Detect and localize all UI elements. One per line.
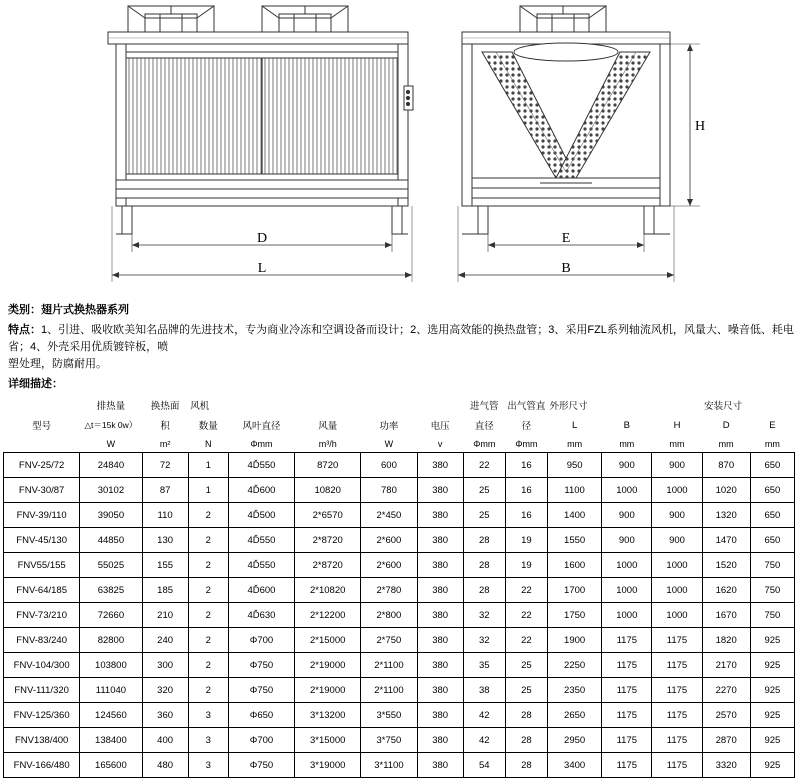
cell-voltage: 380	[417, 528, 463, 553]
cell-model: FNV-73/210	[4, 603, 80, 628]
cell-power: 2*780	[361, 578, 417, 603]
cell-surface: 110	[142, 503, 188, 528]
cell-model: FNV-111/320	[4, 678, 80, 703]
cell-model: FNV-39/110	[4, 503, 80, 528]
unit-dim-b: mm	[619, 438, 635, 449]
cell-surface: 360	[142, 703, 188, 728]
cell-model: FNV-25/72	[4, 453, 80, 478]
cell-inst-E: 650	[750, 453, 794, 478]
header-dim-l: L	[571, 419, 578, 431]
unit-model	[4, 435, 80, 453]
cell-heat: 82800	[80, 628, 142, 653]
cell-power: 2*600	[361, 553, 417, 578]
cell-heat: 39050	[80, 503, 142, 528]
cell-outlet-dia: 28	[505, 703, 547, 728]
cell-dim-B: 1175	[602, 753, 652, 778]
cell-power: 2*1100	[361, 678, 417, 703]
table-row	[4, 628, 795, 653]
table-row	[4, 453, 795, 478]
cell-inlet-dia: 32	[463, 603, 505, 628]
cell-inlet-dia: 54	[463, 753, 505, 778]
cell-dim-L: 1750	[548, 603, 602, 628]
cell-inlet-dia: 38	[463, 678, 505, 703]
table-row	[4, 528, 795, 553]
table-row	[4, 653, 795, 678]
header-group-heat: 排热量	[96, 401, 126, 412]
cell-dim-H: 1175	[652, 753, 702, 778]
header-inst-d: D	[722, 419, 730, 431]
header-power: 功率	[379, 421, 399, 432]
cell-inst-D: 1670	[702, 603, 750, 628]
cell-air-volume: 10820	[295, 478, 361, 503]
cell-outlet-dia: 19	[505, 528, 547, 553]
cell-fan-count: 2	[188, 678, 228, 703]
cell-air-volume: 2*6570	[295, 503, 361, 528]
header-voltage: 电压	[430, 421, 450, 432]
cell-air-volume: 2*8720	[295, 553, 361, 578]
cell-dim-H: 1175	[652, 628, 702, 653]
cell-air-volume: 2*19000	[295, 678, 361, 703]
table-row	[4, 553, 795, 578]
unit-fan-count: N	[205, 438, 212, 449]
category-value: 翅片式换热器系列	[41, 304, 129, 316]
header-blank-power	[361, 395, 417, 415]
cell-inlet-dia: 42	[463, 703, 505, 728]
cell-dim-L: 1100	[548, 478, 602, 503]
side-section-view	[458, 6, 700, 282]
cell-inlet-dia: 25	[463, 478, 505, 503]
cell-blade-dia: 4Ď600	[228, 578, 294, 603]
features-label: 特点：	[8, 324, 41, 336]
cell-dim-H: 1175	[652, 678, 702, 703]
cell-fan-count: 2	[188, 528, 228, 553]
fan-hood-left	[128, 6, 214, 32]
cell-heat: 165600	[80, 753, 142, 778]
cell-inlet-dia: 25	[463, 503, 505, 528]
cell-dim-L: 3400	[548, 753, 602, 778]
cell-outlet-dia: 22	[505, 628, 547, 653]
cell-dim-H: 1000	[652, 553, 702, 578]
cell-heat: 111040	[80, 678, 142, 703]
unit-dim-l: mm	[567, 438, 583, 449]
category-label: 类别：	[8, 304, 41, 316]
cell-dim-H: 1175	[652, 728, 702, 753]
cell-heat: 44850	[80, 528, 142, 553]
cell-inst-E: 650	[750, 528, 794, 553]
cell-voltage: 380	[417, 653, 463, 678]
cell-power: 2*450	[361, 503, 417, 528]
cell-inst-D: 870	[702, 453, 750, 478]
cell-power: 2*600	[361, 528, 417, 553]
header-blank-blade	[228, 395, 294, 415]
cell-outlet-dia: 28	[505, 753, 547, 778]
cell-dim-B: 1175	[602, 653, 652, 678]
cell-power: 2*800	[361, 603, 417, 628]
cell-surface: 130	[142, 528, 188, 553]
cell-blade-dia: 4Ď550	[228, 453, 294, 478]
cell-dim-H: 1000	[652, 578, 702, 603]
dim-label-H: H	[694, 119, 706, 134]
cell-voltage: 380	[417, 678, 463, 703]
cell-surface: 210	[142, 603, 188, 628]
table-row	[4, 603, 795, 628]
table-row	[4, 478, 795, 503]
cell-dim-B: 900	[602, 503, 652, 528]
cell-inst-E: 750	[750, 603, 794, 628]
cell-air-volume: 2*8720	[295, 528, 361, 553]
cell-inst-D: 1320	[702, 503, 750, 528]
cell-power: 780	[361, 478, 417, 503]
cell-dim-H: 1000	[652, 478, 702, 503]
cell-inst-E: 750	[750, 553, 794, 578]
unit-inst-d: mm	[718, 438, 734, 449]
header-group-surface: 换热面	[150, 401, 180, 412]
cell-dim-B: 1000	[602, 603, 652, 628]
unit-inst-e: mm	[764, 438, 780, 449]
cell-inst-D: 2170	[702, 653, 750, 678]
cell-surface: 400	[142, 728, 188, 753]
cell-dim-L: 2650	[548, 703, 602, 728]
unit-heat: W	[106, 438, 116, 449]
cell-surface: 155	[142, 553, 188, 578]
cell-air-volume: 2*19000	[295, 653, 361, 678]
cell-air-volume: 3*15000	[295, 728, 361, 753]
header-air-volume: 风量	[318, 421, 338, 432]
cell-blade-dia: Φ750	[228, 678, 294, 703]
cell-power: 2*1100	[361, 653, 417, 678]
cell-dim-B: 1175	[602, 628, 652, 653]
features-block	[8, 322, 794, 373]
cell-dim-L: 1900	[548, 628, 602, 653]
cell-blade-dia: 4Ď550	[228, 553, 294, 578]
description-block	[0, 302, 800, 393]
detail-label: 详细描述：	[8, 378, 63, 390]
cell-inlet-dia: 42	[463, 728, 505, 753]
cell-surface: 480	[142, 753, 188, 778]
cell-dim-B: 1000	[602, 578, 652, 603]
cell-voltage: 380	[417, 728, 463, 753]
unit-air-volume: m³/h	[318, 438, 337, 449]
cell-inlet-dia: 22	[463, 453, 505, 478]
cell-dim-B: 900	[602, 453, 652, 478]
cell-surface: 300	[142, 653, 188, 678]
cell-air-volume: 3*19000	[295, 753, 361, 778]
dim-label-L: L	[257, 261, 267, 276]
cell-voltage: 380	[417, 628, 463, 653]
header-group-dims: 外形尺寸	[549, 401, 588, 412]
cell-air-volume: 2*10820	[295, 578, 361, 603]
cell-dim-L: 1600	[548, 553, 602, 578]
cell-blade-dia: Φ750	[228, 753, 294, 778]
cell-surface: 72	[142, 453, 188, 478]
cell-blade-dia: 4Ď630	[228, 603, 294, 628]
header-blade-dia: 风叶直径	[242, 421, 281, 432]
cell-dim-H: 900	[652, 453, 702, 478]
header-model: 型号	[32, 421, 52, 432]
technical-drawing	[0, 0, 800, 300]
features-line-2: 塑处理，防腐耐用。	[8, 358, 107, 370]
header-dim-h: H	[673, 419, 681, 431]
table-row	[4, 503, 795, 528]
cell-heat: 63825	[80, 578, 142, 603]
cell-inst-E: 925	[750, 728, 794, 753]
cell-inlet-dia: 35	[463, 653, 505, 678]
cell-fan-count: 3	[188, 728, 228, 753]
cell-heat: 138400	[80, 728, 142, 753]
cell-air-volume: 8720	[295, 453, 361, 478]
cell-voltage: 380	[417, 753, 463, 778]
dim-label-B: B	[561, 261, 571, 276]
dim-label-E: E	[561, 231, 571, 246]
cell-model: FNV-166/480	[4, 753, 80, 778]
cell-model: FNV-104/300	[4, 653, 80, 678]
table-header-row	[4, 415, 795, 435]
cell-fan-count: 2	[188, 578, 228, 603]
cell-dim-L: 1700	[548, 578, 602, 603]
cell-model: FNV-30/87	[4, 478, 80, 503]
fan-hood-right	[262, 6, 348, 32]
header-blank-h	[652, 395, 702, 415]
header-inst-e: E	[769, 419, 776, 431]
cell-inst-E: 650	[750, 503, 794, 528]
cell-fan-count: 2	[188, 553, 228, 578]
cell-voltage: 380	[417, 453, 463, 478]
header-group-install: 安装尺寸	[704, 401, 743, 412]
cell-inst-E: 650	[750, 478, 794, 503]
cell-inst-D: 2870	[702, 728, 750, 753]
cell-voltage: 380	[417, 603, 463, 628]
cell-blade-dia: Φ650	[228, 703, 294, 728]
cell-dim-B: 900	[602, 528, 652, 553]
cell-fan-count: 1	[188, 453, 228, 478]
cell-fan-count: 2	[188, 628, 228, 653]
cell-power: 3*550	[361, 703, 417, 728]
unit-surface: m²	[159, 438, 171, 449]
cell-air-volume: 3*13200	[295, 703, 361, 728]
cell-inlet-dia: 28	[463, 528, 505, 553]
cell-fan-count: 2	[188, 603, 228, 628]
cell-outlet-dia: 19	[505, 553, 547, 578]
cell-inst-D: 1520	[702, 553, 750, 578]
header-group-outlet: 出气管直	[507, 401, 546, 412]
cell-voltage: 380	[417, 553, 463, 578]
cell-blade-dia: Φ700	[228, 728, 294, 753]
cell-inst-D: 2270	[702, 678, 750, 703]
cell-surface: 320	[142, 678, 188, 703]
cell-dim-B: 1000	[602, 478, 652, 503]
cell-fan-count: 2	[188, 653, 228, 678]
cell-blade-dia: Φ700	[228, 628, 294, 653]
cell-dim-B: 1000	[602, 553, 652, 578]
header-heat-condition: △t＝15k 0w）	[84, 420, 138, 430]
cell-inlet-dia: 32	[463, 628, 505, 653]
cell-inlet-dia: 28	[463, 553, 505, 578]
cell-outlet-dia: 16	[505, 478, 547, 503]
cell-model: FNV138/400	[4, 728, 80, 753]
cell-outlet-dia: 25	[505, 678, 547, 703]
cell-blade-dia: 4Ď550	[228, 528, 294, 553]
cell-outlet-dia: 16	[505, 503, 547, 528]
unit-outlet-dia: Φmm	[515, 438, 538, 449]
cell-dim-L: 1400	[548, 503, 602, 528]
header-group-inlet: 进气管	[470, 401, 499, 412]
cell-model: FNV-45/130	[4, 528, 80, 553]
cell-voltage: 380	[417, 503, 463, 528]
cell-outlet-dia: 25	[505, 653, 547, 678]
table-row	[4, 728, 795, 753]
cell-voltage: 380	[417, 703, 463, 728]
cell-inst-D: 1820	[702, 628, 750, 653]
header-outlet-dia: 径	[521, 421, 532, 432]
header-dim-b: B	[623, 419, 630, 431]
header-blank-e	[750, 395, 794, 415]
cell-model: FNV-64/185	[4, 578, 80, 603]
header-blank-voltage	[417, 395, 463, 415]
cell-fan-count: 2	[188, 503, 228, 528]
cell-inst-E: 925	[750, 653, 794, 678]
header-blank-model	[4, 395, 80, 415]
cell-dim-H: 1175	[652, 653, 702, 678]
table-row	[4, 703, 795, 728]
cell-heat: 124560	[80, 703, 142, 728]
cell-inst-D: 1470	[702, 528, 750, 553]
cell-power: 3*1100	[361, 753, 417, 778]
cell-dim-H: 900	[652, 528, 702, 553]
cell-air-volume: 2*12200	[295, 603, 361, 628]
cell-dim-H: 900	[652, 503, 702, 528]
unit-dim-h: mm	[669, 438, 685, 449]
cell-inst-D: 1020	[702, 478, 750, 503]
cell-heat: 72660	[80, 603, 142, 628]
cell-inst-E: 925	[750, 753, 794, 778]
cell-fan-count: 3	[188, 703, 228, 728]
unit-voltage: v	[437, 438, 443, 449]
table-header-group-row	[4, 395, 795, 415]
unit-power: W	[384, 438, 394, 449]
cell-dim-L: 2250	[548, 653, 602, 678]
table-row	[4, 578, 795, 603]
cell-outlet-dia: 28	[505, 728, 547, 753]
cell-voltage: 380	[417, 478, 463, 503]
unit-inlet-dia: Φmm	[473, 438, 496, 449]
cell-inlet-dia: 28	[463, 578, 505, 603]
cell-dim-B: 1175	[602, 678, 652, 703]
fan-hood-side	[520, 6, 606, 32]
cell-outlet-dia: 22	[505, 578, 547, 603]
cell-inst-E: 925	[750, 703, 794, 728]
cell-blade-dia: 4Ď600	[228, 478, 294, 503]
cell-dim-H: 1000	[652, 603, 702, 628]
cell-surface: 185	[142, 578, 188, 603]
cell-inst-E: 925	[750, 678, 794, 703]
cell-heat: 30102	[80, 478, 142, 503]
cell-inst-D: 3320	[702, 753, 750, 778]
cell-outlet-dia: 16	[505, 453, 547, 478]
cell-dim-L: 950	[548, 453, 602, 478]
header-surface-area: 积	[160, 421, 170, 432]
cell-dim-L: 1550	[548, 528, 602, 553]
spec-table-body	[4, 453, 795, 778]
cell-dim-L: 2950	[548, 728, 602, 753]
cell-fan-count: 1	[188, 478, 228, 503]
table-units-row	[4, 435, 795, 453]
cell-model: FNV-125/360	[4, 703, 80, 728]
cell-inst-E: 925	[750, 628, 794, 653]
features-line-1: 1、引进、吸收欧美知名品牌的先进技术，专为商业冷冻和空调设备而设计；2、选用高效能的换热盘管；3、采用FZL系列轴流风机，风量大、噪音低、耗电省；4、外壳采用优质镀锌板，喷	[8, 324, 794, 353]
cell-power: 3*750	[361, 728, 417, 753]
cell-inst-D: 2570	[702, 703, 750, 728]
unit-blade-dia: Φmm	[250, 438, 273, 449]
category-line	[8, 302, 794, 319]
cell-dim-H: 1175	[652, 703, 702, 728]
cell-model: FNV55/155	[4, 553, 80, 578]
table-row	[4, 678, 795, 703]
dim-label-D: D	[256, 231, 268, 246]
header-inlet-dia: 直径	[474, 421, 494, 432]
table-row	[4, 753, 795, 778]
cell-model: FNV-83/240	[4, 628, 80, 653]
cell-outlet-dia: 22	[505, 603, 547, 628]
header-fan-count: 数量	[198, 421, 218, 432]
cell-heat: 55025	[80, 553, 142, 578]
cell-heat: 103800	[80, 653, 142, 678]
drawing-svg	[0, 0, 800, 300]
cell-dim-B: 1175	[602, 703, 652, 728]
cell-blade-dia: Φ750	[228, 653, 294, 678]
cell-surface: 87	[142, 478, 188, 503]
header-blank-air	[295, 395, 361, 415]
header-blank-b	[602, 395, 652, 415]
header-group-fan: 风机	[190, 401, 210, 412]
cell-heat: 24840	[80, 453, 142, 478]
cell-dim-L: 2350	[548, 678, 602, 703]
cell-dim-B: 1175	[602, 728, 652, 753]
cell-air-volume: 2*15000	[295, 628, 361, 653]
cell-fan-count: 3	[188, 753, 228, 778]
spec-table	[3, 395, 795, 778]
cell-surface: 240	[142, 628, 188, 653]
cell-power: 2*750	[361, 628, 417, 653]
cell-inst-D: 1620	[702, 578, 750, 603]
cell-blade-dia: 4Ď500	[228, 503, 294, 528]
cell-power: 600	[361, 453, 417, 478]
cell-inst-E: 750	[750, 578, 794, 603]
cell-voltage: 380	[417, 578, 463, 603]
